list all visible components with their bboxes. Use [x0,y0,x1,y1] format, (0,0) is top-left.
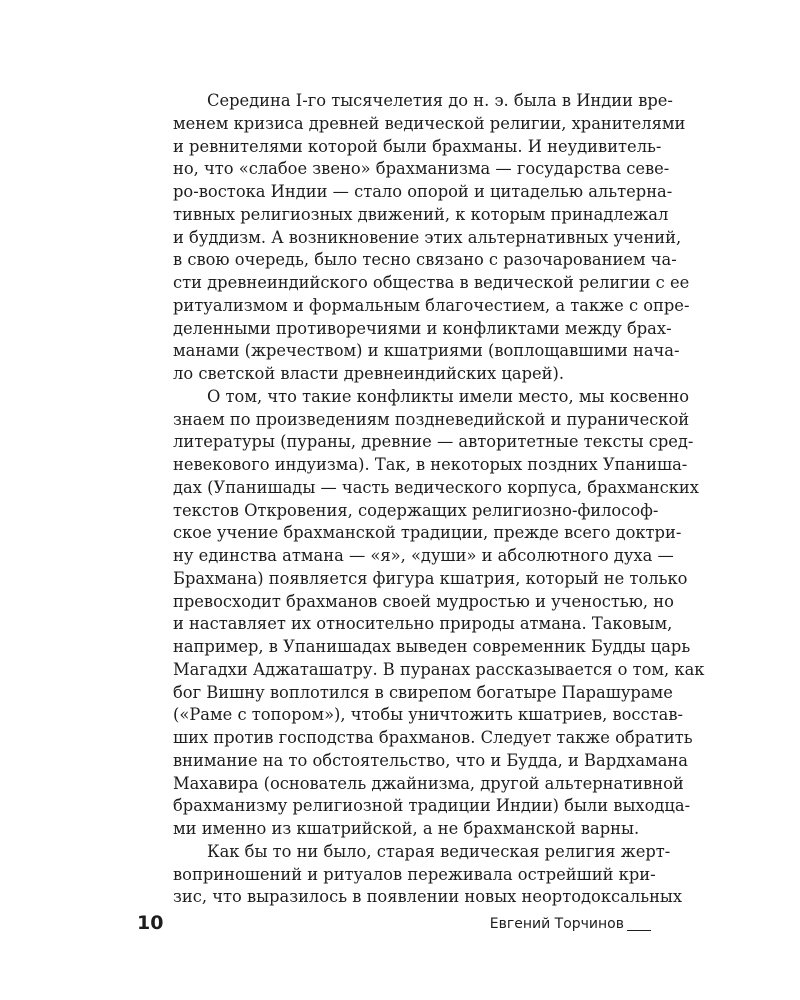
text-line: ритуализмом и формальным благочестием, а также с опре- [173,295,690,315]
text-line: в свою очередь, было тесно связано с разочарованием ча- [173,250,677,270]
text-line: и буддизм. А возникновение этих альтернативных учений, [173,227,682,247]
text-line: внимание на то обстоятельство, что и Будда, и Вардхамана [173,750,688,770]
text-line: невекового индуизма). Так, в некоторых поздних Упаниша- [173,455,688,474]
paragraph [173,841,683,909]
text-line: сти древнеиндийского общества в ведической религии с ее [173,273,690,292]
text-line: знаем по произведениям поздневедийской и пуранической [173,409,690,429]
text-line: тивных религиозных движений, к которым принадлежал [173,204,669,224]
body-text [173,90,705,909]
text-line: брахманизму религиозной традиции Индии) были выходца- [173,796,691,816]
footer-rule [627,930,651,931]
text-line: текстов Откровения, содержащих религиозно-философ- [173,500,659,520]
text-line: зис, что выразилось в появлении новых неортодоксальных [173,887,683,907]
paragraph [173,90,690,386]
text-line: Как бы то ни было, старая ведическая религия жерт- [207,841,671,861]
page-number: 10 [137,912,164,934]
text-line: Середина I-го тысячелетия до н. э. была в Индии вре- [207,91,673,110]
text-line: и ревнителями которой были брахманы. И неудивитель- [173,136,662,156]
text-line: ших против господства брахманов. Следует также обратить [173,728,693,747]
text-line: ну единства атмана — «я», «души» и абсолютного духа — [173,546,674,565]
text-line: («Раме с топором»), чтобы уничтожить кшатриев, восстав- [173,705,684,725]
text-line: литературы (пураны, древние — авторитетные тексты сред- [173,432,694,452]
text-line: ское учение брахманской традиции, прежде всего доктри- [173,523,682,543]
text-line: и наставляет их относительно природы атмана. Таковым, [173,614,673,634]
text-line: манами (жречеством) и кшатриями (воплощавшими нача- [173,341,680,361]
text-line: превосходит брахманов своей мудростью и ученостью, но [173,591,674,611]
text-line: Брахмана) появляется фигура кшатрия, который не только [173,568,688,588]
text-line: Махавира (основатель джайнизма, другой альтернативной [173,773,684,793]
text-line: воприношений и ритуалов переживала острейший кри- [173,864,656,884]
text-line: деленными противоречиями и конфликтами между брах- [173,318,672,338]
text-line: бог Вишну воплотился в свирепом богатыре Парашураме [173,682,673,702]
text-line: например, в Упанишадах выведен современник Будды царь [173,637,691,656]
text-line: ло светской власти древнеиндийских царей). [173,364,565,383]
running-footer-author: Евгений Торчинов [489,916,624,932]
text-line: Магадхи Аджаташатру. В пуранах рассказывается о том, как [173,659,705,679]
paragraphs [173,90,705,909]
text-line: ми именно из кшатрийской, а не брахманской варны. [173,819,640,838]
paragraph [173,386,705,841]
text-line: менем кризиса древней ведической религии, хранителями [173,113,686,133]
text-line: О том, что такие конфликты имели место, мы косвенно [207,386,690,406]
text-line: но, что «слабое звено» брахманизма — государства севе- [173,159,670,179]
text-line: ро-востока Индии — стало опорой и цитаделью альтерна- [173,182,673,201]
text-line: дах (Упанишады — часть ведического корпуса, брахманских [173,477,699,497]
